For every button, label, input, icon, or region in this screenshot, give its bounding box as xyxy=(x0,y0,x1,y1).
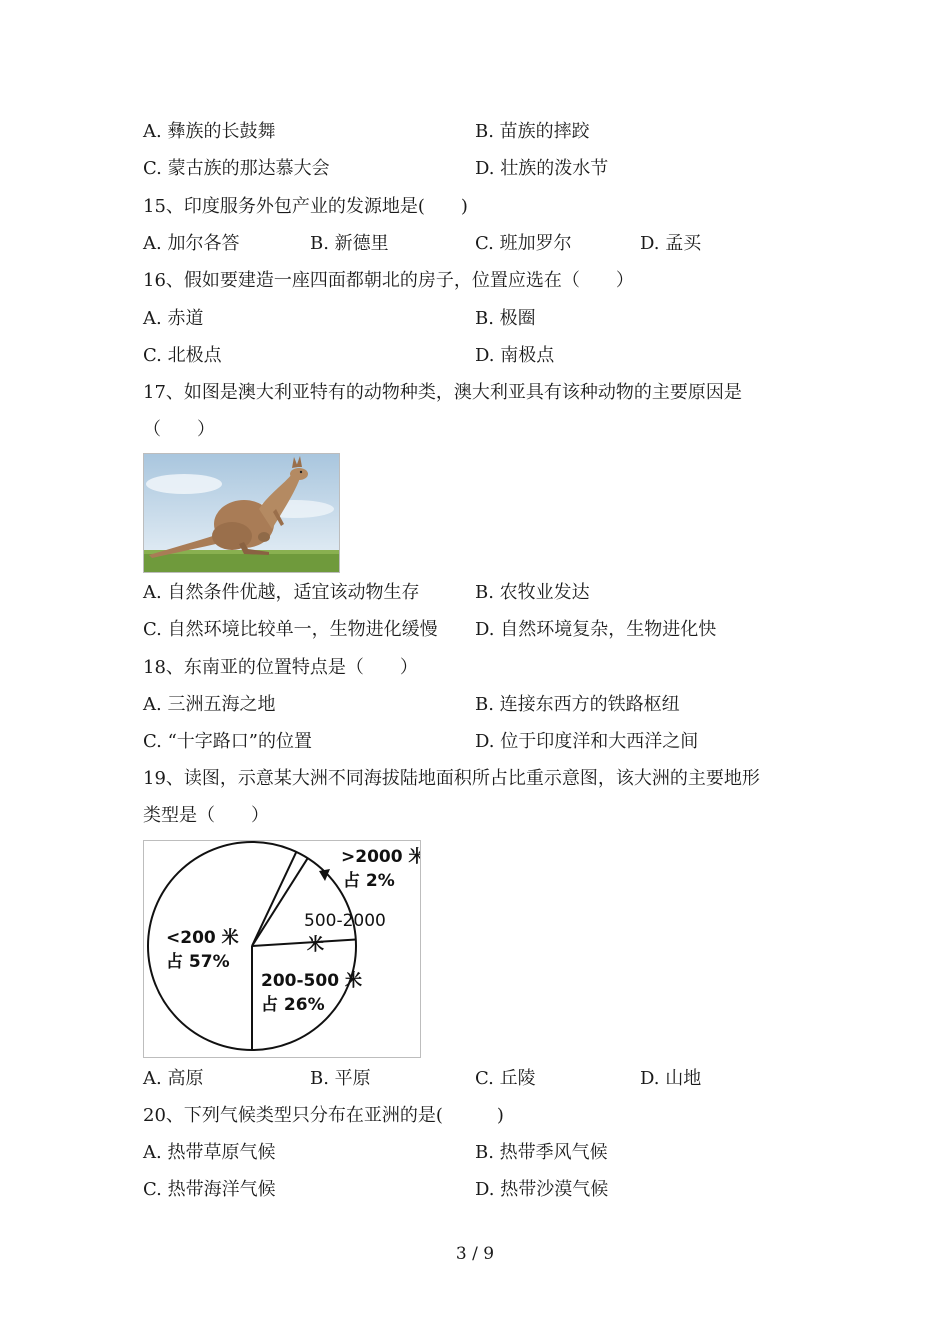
label-over2000: >2000 米 xyxy=(341,847,420,867)
q15-option-b: B. 新德里 xyxy=(310,233,389,254)
q16-option-b: B. 极圈 xyxy=(475,308,536,329)
q17-stem: 17、如图是澳大利亚特有的动物种类，澳大利亚具有该种动物的主要原因是 xyxy=(143,382,742,403)
q18-option-b: B. 连接东西方的铁路枢纽 xyxy=(475,694,680,715)
q18-option-c: C. “十字路口”的位置 xyxy=(143,731,312,752)
q20-option-b: B. 热带季风气候 xyxy=(475,1142,608,1163)
q14-option-d: D. 壮族的泼水节 xyxy=(475,158,609,179)
q16-option-d: D. 南极点 xyxy=(475,345,555,366)
q18-stem: 18、东南亚的位置特点是（ ） xyxy=(143,657,418,678)
q20-option-a: A. 热带草原气候 xyxy=(143,1142,276,1163)
q19-option-c: C. 丘陵 xyxy=(475,1068,536,1089)
pie-svg xyxy=(144,841,420,1057)
q18-option-a: A. 三洲五海之地 xyxy=(143,694,276,715)
kangaroo-photo xyxy=(143,453,340,573)
page-number: 3 / 9 xyxy=(455,1244,495,1264)
q20-option-c: C. 热带海洋气候 xyxy=(143,1179,276,1200)
q19-option-b: B. 平原 xyxy=(310,1068,371,1089)
q15-option-c: C. 班加罗尔 xyxy=(475,233,572,254)
q15-option-a: A. 加尔各答 xyxy=(143,233,240,254)
elevation-pie-chart xyxy=(143,840,421,1058)
q17-option-d: D. 自然环境复杂，生物进化快 xyxy=(475,619,717,640)
q18-option-d: D. 位于印度洋和大西洋之间 xyxy=(475,731,699,752)
label-mid: 500-2000 xyxy=(304,911,386,931)
q19-option-a: A. 高原 xyxy=(143,1068,204,1089)
q20-stem: 20、下列气候类型只分布在亚洲的是( ) xyxy=(143,1105,504,1126)
q19-stem: 19、读图，示意某大洲不同海拔陆地面积所占比重示意图，该大洲的主要地形 xyxy=(143,768,760,789)
q16-option-a: A. 赤道 xyxy=(143,308,204,329)
pie-slice-boundary xyxy=(252,852,296,946)
q17-option-b: B. 农牧业发达 xyxy=(475,582,590,603)
label-mid-unit: 米 xyxy=(307,935,324,955)
q14-option-c: C. 蒙古族的那达慕大会 xyxy=(143,158,330,179)
q19-stem-line2: 类型是（ ） xyxy=(143,805,269,826)
q20-option-d: D. 热带沙漠气候 xyxy=(475,1179,609,1200)
q15-option-d: D. 孟买 xyxy=(640,233,702,254)
q17-stem-bracket: （ ） xyxy=(143,419,215,440)
label-under200-pct: 占 57% xyxy=(166,952,230,972)
q19-option-d: D. 山地 xyxy=(640,1068,702,1089)
pie-slice-boundary xyxy=(252,940,356,947)
label-low-pct: 占 26% xyxy=(261,995,325,1015)
pie-slice-boundary xyxy=(252,858,308,946)
q16-stem: 16、假如要建造一座四面都朝北的房子，位置应选在（ ） xyxy=(143,270,634,291)
q17-option-a: A. 自然条件优越，适宜该动物生存 xyxy=(143,582,420,603)
kangaroo-illustration xyxy=(144,454,339,572)
label-low: 200-500 米 xyxy=(261,971,362,991)
q14-option-a: A. 彝族的长鼓舞 xyxy=(143,121,276,142)
q17-option-c: C. 自然环境比较单一，生物进化缓慢 xyxy=(143,619,438,640)
q15-stem: 15、印度服务外包产业的发源地是( ) xyxy=(143,196,468,217)
label-over2000-pct: 占 2% xyxy=(343,871,395,891)
q14-option-b: B. 苗族的摔跤 xyxy=(475,121,590,142)
q16-option-c: C. 北极点 xyxy=(143,345,222,366)
label-under200: <200 米 xyxy=(166,928,239,948)
